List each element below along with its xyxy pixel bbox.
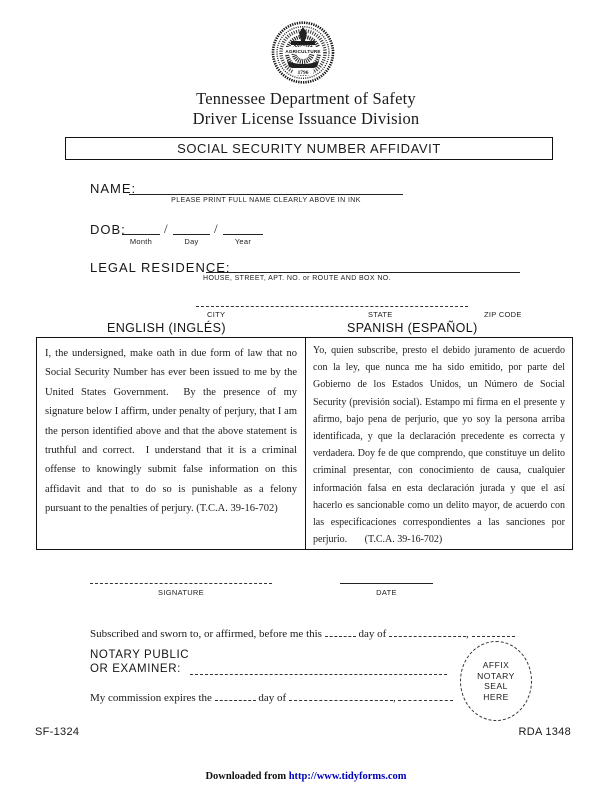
english-statement: I, the undersigned, make oath in due form of law that no Social Security Number has ever been issued to me by the United States Government. By the presence of my signature below I affirm, under penalty of perjury, that I am the person identified above and that the above statement is truthful and correct. I understand that it is a criminal offense to knowingly submit false information on this affidavit and that to do so is punishable as a felony pursuant to the penalties of perjury. (T.C.A. 39-16-702) bbox=[37, 338, 306, 549]
rda-number: RDA 1348 bbox=[518, 726, 571, 738]
residence-caption: HOUSE, STREET, APT. NO. or ROUTE AND BOX NO. bbox=[203, 275, 391, 282]
tennessee-state-seal-icon bbox=[271, 21, 335, 84]
form-title: SOCIAL SECURITY NUMBER AFFIDAVIT bbox=[65, 137, 553, 160]
sworn-month-blank bbox=[389, 626, 466, 637]
dob-month-caption: Month bbox=[129, 237, 153, 246]
name-caption: PLEASE PRINT FULL NAME CLEARLY ABOVE IN INK bbox=[171, 197, 361, 204]
spanish-heading: SPANISH (ESPAÑOL) bbox=[347, 321, 478, 335]
date-caption: DATE bbox=[376, 588, 397, 597]
affix-seal-text: NOTARY bbox=[477, 670, 515, 681]
affix-seal-text: HERE bbox=[483, 691, 509, 702]
division-title: Driver License Issuance Division bbox=[192, 109, 420, 128]
statement-box bbox=[36, 337, 573, 550]
commission-comma: , bbox=[392, 692, 396, 704]
english-heading: ENGLISH (INGLÉS) bbox=[107, 321, 226, 335]
city-state-input-line bbox=[196, 306, 468, 307]
dob-year-caption: Year bbox=[234, 237, 252, 246]
affix-notary-seal-area bbox=[460, 641, 532, 721]
seal-agriculture-text: AGRICULTURE bbox=[285, 48, 321, 54]
commission-month-blank bbox=[289, 690, 393, 701]
commission-mid: day of bbox=[258, 692, 287, 704]
residence-input-line bbox=[206, 272, 520, 273]
sworn-line bbox=[90, 626, 515, 640]
affix-seal-text: AFFIX bbox=[482, 660, 510, 670]
dob-day-caption: Day bbox=[184, 237, 199, 246]
dob-slash: / bbox=[164, 221, 168, 236]
date-line bbox=[340, 583, 433, 584]
residence-label: LEGAL RESIDENCE: bbox=[90, 260, 231, 275]
state-caption: STATE bbox=[368, 310, 393, 319]
dob-slash: / bbox=[214, 221, 218, 236]
affix-seal-text: SEAL bbox=[484, 681, 508, 691]
dob-year-line bbox=[223, 234, 263, 235]
signature-caption: SIGNATURE bbox=[158, 588, 204, 597]
commission-prefix: My commission expires the bbox=[90, 692, 212, 704]
dob-month-line bbox=[122, 234, 160, 235]
download-link[interactable]: http://www.tidyforms.com bbox=[288, 771, 407, 782]
dob-day-line bbox=[173, 234, 210, 235]
sworn-mid: day of bbox=[358, 628, 387, 640]
notary-signature-line bbox=[190, 674, 447, 675]
name-label: NAME: bbox=[90, 181, 137, 196]
commission-year-blank bbox=[398, 690, 453, 701]
agency-title: Tennessee Department of Safety bbox=[196, 89, 416, 108]
zip-caption: ZIP CODE bbox=[484, 310, 522, 319]
signature-line bbox=[90, 583, 272, 584]
download-footer bbox=[0, 771, 612, 782]
commission-day-blank bbox=[215, 690, 256, 701]
sworn-comma: , bbox=[466, 628, 469, 640]
notary-label-line1: NOTARY PUBLIC bbox=[90, 649, 190, 661]
form-number: SF-1324 bbox=[35, 726, 80, 738]
seal-year-text: 1796 bbox=[297, 70, 309, 76]
sworn-year-blank bbox=[472, 626, 515, 637]
sworn-prefix: Subscribed and sworn to, or affirmed, before me this bbox=[90, 628, 322, 640]
notary-label-line2: OR EXAMINER: bbox=[90, 663, 181, 675]
dob-label: DOB: bbox=[90, 222, 126, 237]
sworn-day-blank bbox=[325, 626, 356, 637]
spanish-statement: Yo, quien subscribe, presto el debido juramento de acuerdo con la ley, que nunca me ha sido emitido, por parte del Gobierno de los Estados Unidos, un Número de Social Security (previsión social). Estampo mi firma en el presente y afirmo, bajo pena de perjurio, que yo soy la persona arriba identificada, y que la declaración precedente es correcta y verdadera. Doy fe de que comprendo, que constituye un delito criminal presentar, con conocimiento de causa, cualquier información falsa en esta declaración jurada y que el así hacerlo es sancionable como un delito mayor, de acuerdo con las especificaciones correspondientes a las sanciones por perjurio. (T.C.A. 39-16-702) bbox=[313, 345, 565, 546]
commission-line bbox=[90, 690, 453, 704]
download-prefix: Downloaded from bbox=[205, 771, 287, 782]
city-caption: CITY bbox=[207, 310, 226, 319]
name-input-line bbox=[129, 194, 403, 195]
